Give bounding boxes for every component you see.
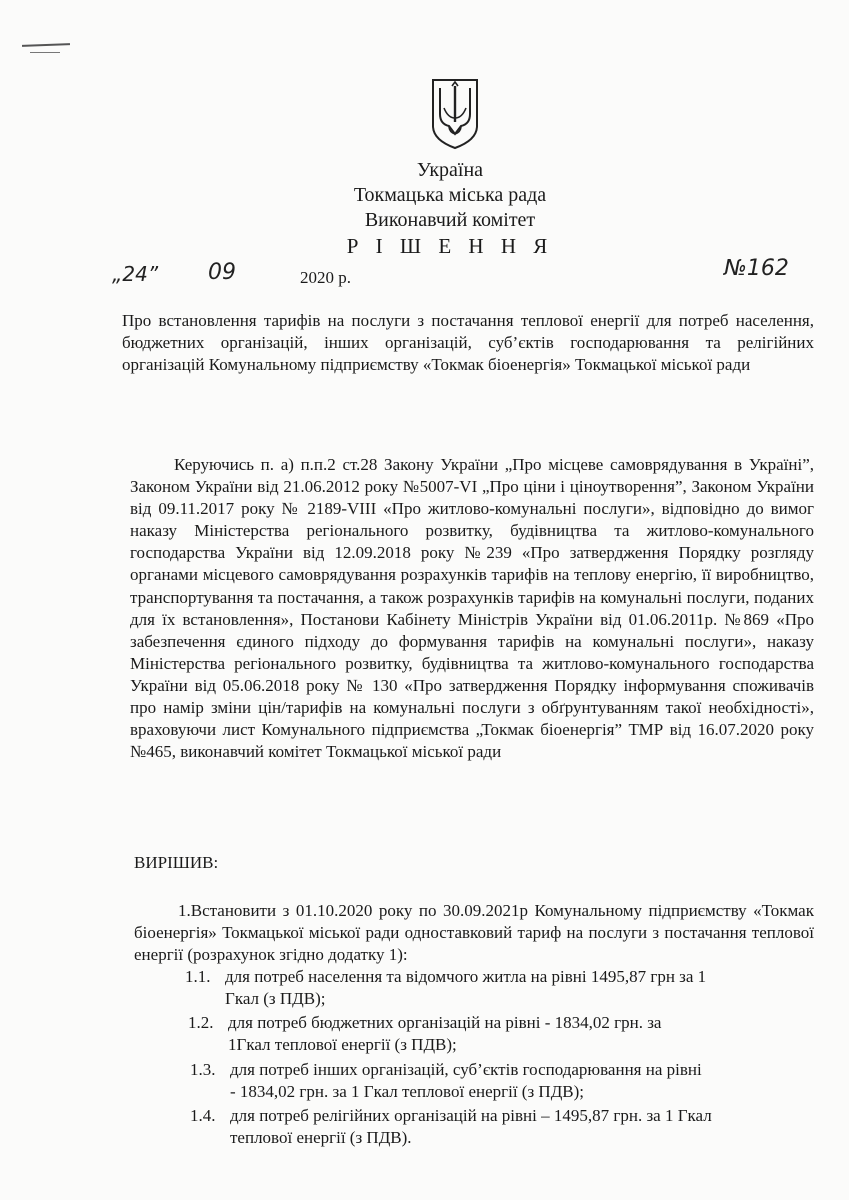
committee-name: Виконавчий комітет — [364, 209, 536, 231]
country-name: Україна — [416, 159, 484, 181]
date-month: 09 — [208, 260, 236, 285]
subitem-number: 1.4. — [190, 1106, 216, 1125]
date-year: 2020 р. — [300, 268, 351, 287]
trident-coat-of-arms-icon — [430, 78, 480, 150]
subitem-number: 1.1. — [185, 967, 211, 986]
preamble-paragraph: Керуючись п. а) п.п.2 ст.28 Закону України „Про місцеве самоврядування в Україні”, Законом України від 21.06.2012 року №5007-VI „Про ціни і ціноутворення”, Законом України від 09.11.2017 року № 2189-VIII «Про житлово-комунальні послуги», відповідно до вимог наказу Міністерства регіонального розвитку, будівництва та житлово-комунального господарства України від 12.09.2018 року №239 «Про затвердження Порядку розгляду органами місцевого самоврядування розрахунків тарифів на теплову енергію, її виробництво, транспортування та постачання, а також розрахунків тарифів на комунальні послуги, поданих для їх встановлення», Постанови Кабінету Міністрів України від 01.06.2011р. №869 «Про забезпечення єдиного підходу до формування тарифів на комунальні послуги», наказу Міністерства регіонального розвитку, будівництва та житлово-комунального господарства України від 05.06.2018 року № 130 «Про затвердження Порядку інформування споживачів про намір зміни цін/тарифів на комунальні послуги з обґрунтуванням такої необхідності», враховуючи лист Комунального підприємства „Токмак біоенергія” ТМР від 16.07.2020 року №465, виконавчий комітет Токмацької міської ради — [130, 455, 814, 762]
subitem-text: для потреб інших організацій, суб’єктів господарювання на рівні — [230, 1060, 702, 1079]
subitem-continuation: - 1834,02 грн. за 1 Гкал теплової енергії (з ПДВ); — [230, 1082, 585, 1101]
subitem-number: 1.2. — [188, 1013, 214, 1032]
decision-item-1: 1.Встановити з 01.10.2020 року по 30.09.2021р Комунальному підприємству «Токмак біоенергія» Токмацької міської ради одноставковий тариф на послуги з постачання теплової енергії (розрахунок згідно додатку 1): — [134, 901, 814, 964]
subitem-1-2 — [188, 1012, 814, 1056]
scan-mark-secondary — [30, 52, 60, 53]
document-header — [300, 158, 600, 259]
subitem-1-3 — [190, 1059, 814, 1103]
scan-mark — [22, 43, 70, 47]
subitem-text: для потреб населення та відомчого житла на рівні 1495,87 грн за 1 — [225, 967, 707, 986]
subitem-1-4 — [190, 1105, 814, 1149]
document-type: Р І Ш Е Н Н Я — [346, 234, 554, 258]
document-subject: Про встановлення тарифів на послуги з постачання теплової енергії для потреб населення, бюджетних організацій, інших організацій, суб’єктів господарювання та релігійних організацій Комунальному підприємству «Токмак біоенергія» Токмацької міської ради — [122, 311, 814, 374]
council-name: Токмацька міська рада — [353, 184, 547, 206]
subitem-text: для потреб релігійних організацій на рівні – 1495,87 грн. за 1 Гкал — [230, 1106, 712, 1125]
decided-heading: ВИРІШИВ: — [134, 853, 219, 872]
date-number-row — [112, 258, 812, 298]
subitem-continuation: теплової енергії (з ПДВ). — [230, 1128, 412, 1147]
subitem-text: для потреб бюджетних організацій на рівні - 1834,02 грн. за — [228, 1013, 662, 1032]
subitem-1-1 — [185, 966, 805, 1010]
subitem-continuation: 1Гкал теплової енергії (з ПДВ); — [228, 1035, 457, 1054]
date-day: „24” — [112, 262, 159, 286]
document-number: №162 — [724, 256, 789, 281]
subitem-continuation: Гкал (з ПДВ); — [225, 989, 326, 1008]
subitem-number: 1.3. — [190, 1060, 216, 1079]
